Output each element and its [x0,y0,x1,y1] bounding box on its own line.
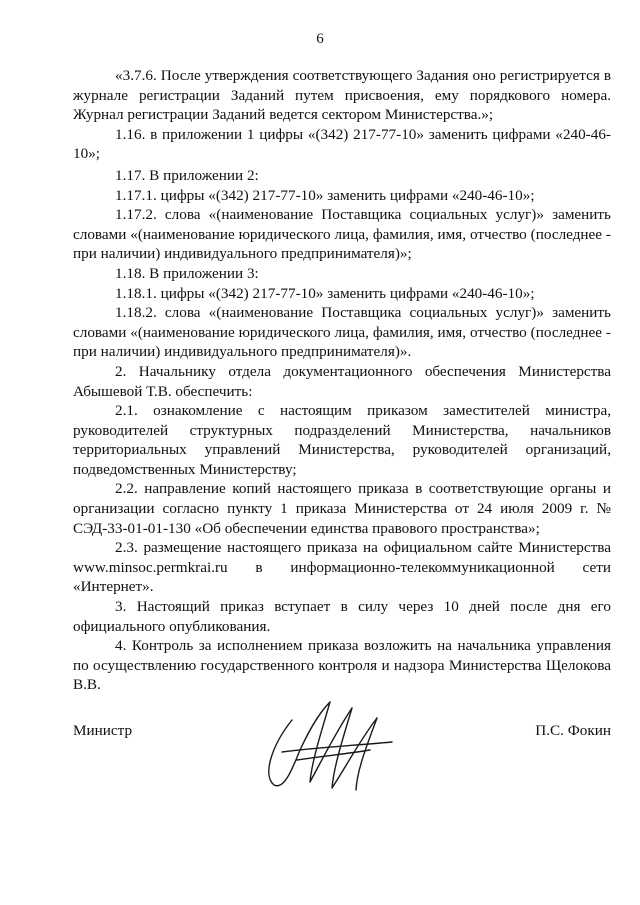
paragraph-1-16: 1.16. в приложении 1 цифры «(342) 217-77-10» заменить цифрами «240-46-10»; [73,125,611,163]
paragraph-2: 2. Начальнику отдела документационного обеспечения Министерства Абышевой Т.В. обеспечить: [73,362,611,400]
signatory-role: Министр [73,722,133,739]
paragraph-3: 3. Настоящий приказ вступает в силу через 10 дней после дня его официального опубликования. [73,598,611,635]
document-body [73,66,611,695]
paragraph-1-18: 1.18. В приложении 3: [115,264,259,282]
paragraph-2-3: 2.3. размещение настоящего приказа на официальном сайте Министерства www.minsoc.permkrai.ru в информационно-телекоммуникационной сети «Интернет». [73,539,611,596]
paragraph-1-18-1: 1.18.1. цифры «(342) 217-77-10» заменить цифрами «240-46-10»; [115,284,535,302]
paragraph-3-7-6: «3.7.6. После утверждения соответствующего Задания оно регистрируется в журнале регистрации Заданий путем присвоения, ему порядкового номера. Журнал регистрации Заданий ведется сектором Министерства.»; [73,67,611,124]
paragraph-2-2: 2.2. направление копий настоящего приказа в соответствующие органы и организации согласно пункту 1 приказа Министерства от 24 июля 2009 г. № СЭД-33-01-01-130 «Об обеспечении единства правового пространства»; [73,480,611,537]
page-number: 6 [316,31,324,47]
signatory-name: П.С. Фокин [535,722,611,739]
handwritten-signature-icon [252,690,402,800]
paragraph-1-17-1: 1.17.1. цифры «(342) 217-77-10» заменить цифрами «240-46-10»; [115,186,535,204]
paragraph-1-18-2: 1.18.2. слова «(наименование Поставщика социальных услуг)» заменить словами «(наименование юридического лица, фамилия, имя, отчество (последнее - при наличии) индивидуального предпринимателя)». [73,304,611,361]
paragraph-4: 4. Контроль за исполнением приказа возложить на начальника управления по осуществлению государственного контроля и надзора Министерства Щелокова В.В. [73,637,611,694]
paragraph-1-17-2: 1.17.2. слова «(наименование Поставщика социальных услуг)» заменить словами «(наименование юридического лица, фамилия, имя, отчество (последнее - при наличии) индивидуального предпринимателя)»; [73,206,611,263]
paragraph-2-1: 2.1. ознакомление с настоящим приказом заместителей министра, руководителей структурных подразделений Министерства, начальников территориальных управлений Министерства, руководителей организаций, подведомственных Министерству; [73,402,611,478]
paragraph-1-17: 1.17. В приложении 2: [115,166,259,184]
